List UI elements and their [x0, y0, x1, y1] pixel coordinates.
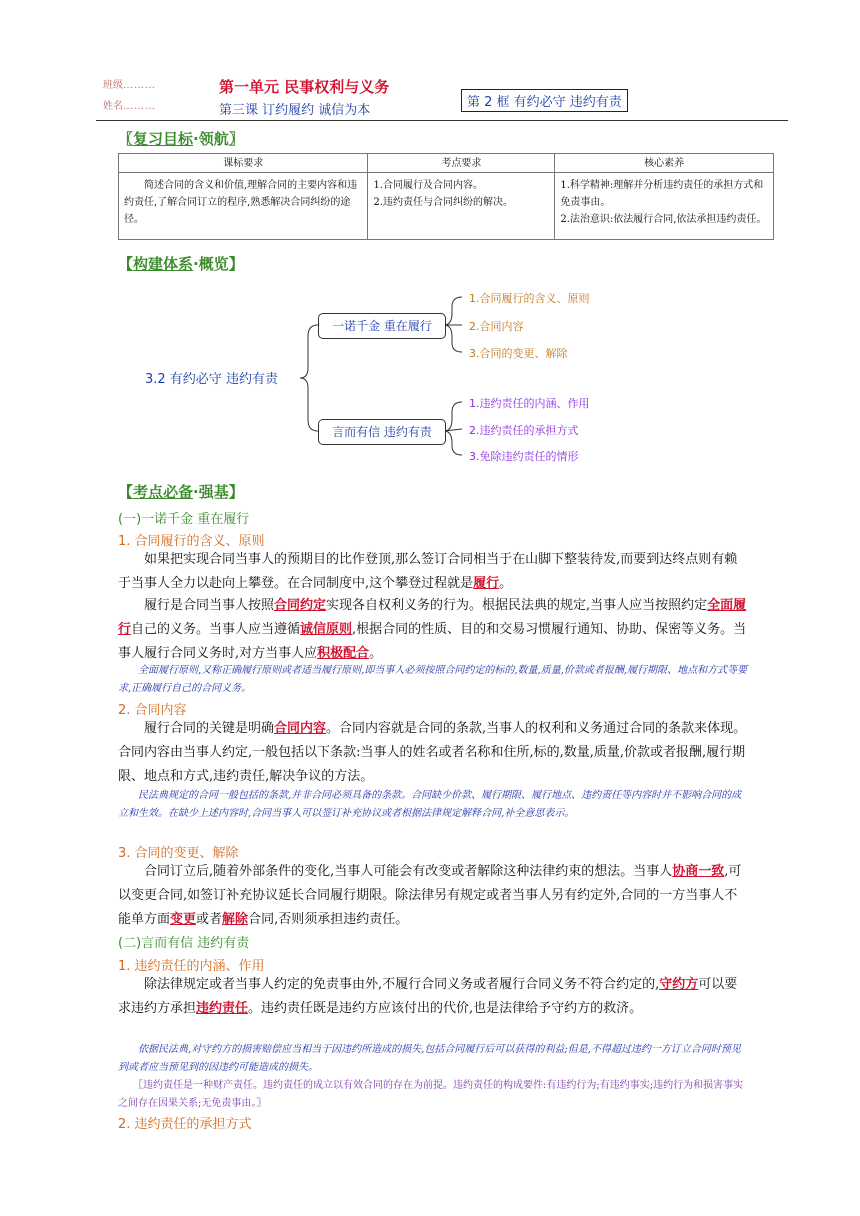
- class-label: 班级: [103, 80, 123, 91]
- paragraph-1b: [118, 594, 748, 666]
- keyword: 合同内容: [274, 721, 327, 736]
- point-heading: 1. 合同履行的含义、原则: [118, 534, 265, 549]
- review-table-row: [119, 173, 774, 240]
- text: ,可以变更合同,如签订补充协议延长合同履行期限。除法律另有规定或者当事人另有约定外,合同的一方当事人不能单方面: [118, 864, 742, 927]
- keyword: 守约方: [659, 977, 699, 992]
- text: 可以要求违约方承担: [118, 977, 738, 1016]
- review-heading-pre: 〖: [118, 130, 134, 148]
- keyword: 积极配合: [317, 646, 370, 661]
- class-field: [103, 76, 156, 91]
- header-divider: [96, 120, 788, 121]
- point-heading: 1. 违约责任的内涵、作用: [118, 959, 265, 974]
- text: 履行合同的关键是明确: [144, 721, 275, 736]
- class-blank: ………: [123, 80, 156, 91]
- point-heading: 2. 违约责任的承担方式: [118, 1117, 252, 1132]
- keyword: 诚信原则: [300, 622, 353, 637]
- points-heading-pre: 【: [118, 483, 134, 501]
- name-blank: ………: [123, 101, 156, 112]
- point-heading: 2. 合同内容: [118, 703, 187, 718]
- text: 。: [369, 646, 383, 661]
- review-heading-post: ·领航〗: [193, 130, 244, 148]
- text: 。合同内容就是合同的条款,当事人的权利和义务通过合同的条款来体现。合同内容由当事人约定,一般包括以下条款:当事人的姓名或者名称和住所,标的,数量,质量,价款或者报酬,履行期限、地点和方式,违约责任,解决争议的方法。: [118, 721, 747, 784]
- review-heading: [118, 128, 244, 149]
- text: 自己的义务。当事人应当遵循: [131, 622, 301, 637]
- keyword: 履行: [473, 576, 500, 591]
- name-field: [103, 97, 156, 112]
- unit-title: 第一单元 民事权利与义务: [219, 78, 390, 96]
- point-heading: 3. 合同的变更、解除: [118, 846, 239, 861]
- col-header: 核心素养: [555, 154, 774, 173]
- part-two-heading: (二)言而有信 违约有责: [118, 936, 250, 951]
- text: 或者: [196, 912, 223, 927]
- table-cell: 1.合同履行及合同内容。 2.违约责任与合同纠纷的解决。: [368, 173, 555, 240]
- part-one-heading: (一)一诺千金 重在履行: [118, 512, 250, 527]
- text: 实现各自权利义务的行为。根据民法典的规定,当事人应当按照约定: [326, 598, 708, 613]
- mind-map-branch: 一诺千金 重在履行: [318, 313, 446, 339]
- paragraph-2: [118, 717, 748, 789]
- mind-map-root: 3.2 有约必守 违约有责: [145, 372, 278, 387]
- points-heading: [118, 481, 244, 502]
- keyword: 协商一致: [672, 864, 725, 879]
- text: 履行是合同当事人按照: [144, 598, 275, 613]
- points-heading-post: ·强基】: [193, 483, 244, 501]
- system-heading: [118, 253, 244, 274]
- mind-map-leaf: 1.合同履行的含义、原则: [469, 292, 590, 305]
- text: 如果把实现合同当事人的预期目的比作登顶,那么签订合同相当于在山脚下整装待发,而要到达终点则有赖于当事人全力以赴向上攀登。在合同制度中,这个攀登过程就是: [118, 552, 738, 591]
- col-header: 考点要求: [368, 154, 555, 173]
- paragraph-4: [118, 973, 748, 1021]
- paragraph-3: [118, 860, 748, 932]
- note-1: 全面履行原则,又称正确履行原则或者适当履行原则,即当事人必须按照合同约定的标的,数量,质量,价款或者报酬,履行期限、地点和方式等要求,正确履行自己的合同义务。: [118, 665, 748, 694]
- lesson-title: 第三课 订约履约 诚信为本: [219, 103, 371, 118]
- text: 除法律规定或者当事人约定的免责事由外,不履行合同义务或者履行合同义务不符合约定的,: [144, 977, 660, 992]
- frame-title-box: 第 2 框 有约必守 违约有责: [461, 89, 628, 112]
- review-table-header: [119, 154, 774, 173]
- text: ,根据合同的性质、目的和交易习惯履行通知、协助、保密等义务。当事人履行合同义务时,对方当事人应: [118, 622, 747, 661]
- text: 合同,否则须承担违约责任。: [248, 912, 409, 927]
- table-cell: 1.科学精神:理解并分析违约责任的承担方式和免责事由。 2.法治意识:依法履行合同,依法承担违约责任。: [555, 173, 774, 240]
- mind-map-leaf: 3.合同的变更、解除: [469, 347, 568, 360]
- name-label: 姓名: [103, 101, 123, 112]
- note-3: 依据民法典,对守约方的损害赔偿应当相当于因违约所造成的损失,包括合同履行后可以获得的利益;但是,不得超过违约一方订立合同时预见到或者应当预见到的因违约可能造成的损失。: [118, 1044, 741, 1073]
- system-heading-post: ·概览】: [193, 255, 244, 273]
- review-table: [118, 153, 774, 240]
- mind-map-leaf: 1.违约责任的内涵、作用: [469, 397, 590, 410]
- table-cell: 简述合同的含义和价值,理解合同的主要内容和违约责任,了解合同订立的程序,熟悉解决合同纠纷的途径。: [119, 173, 368, 240]
- keyword: 变更: [170, 912, 197, 927]
- note-4: 〖违约责任是一种财产责任。违约责任的成立以有效合同的存在为前提。违约责任的构成要件:有违约行为;有违约事实;违约行为和损害事实之间存在因果关系;无免责事由。〗: [118, 1080, 744, 1109]
- mind-map-branch: 言而有信 违约有责: [318, 419, 446, 445]
- text: 。违约责任既是违约方应该付出的代价,也是法律给予守约方的救济。: [248, 1001, 643, 1016]
- review-heading-main: 复习目标: [133, 130, 194, 148]
- mind-map-leaf: 2.合同内容: [469, 320, 524, 333]
- paragraph-1a: [118, 548, 748, 596]
- system-heading-main: 构建体系: [133, 255, 194, 273]
- keyword: 违约责任: [196, 1001, 249, 1016]
- mind-map-leaf: 2.违约责任的承担方式: [469, 424, 579, 437]
- note-2: 民法典规定的合同一般包括的条款,并非合同必须具备的条款。合同缺少价款、履行期限、履行地点、违约责任等内容时并不影响合同的成立和生效。在缺少上述内容时,合同当事人可以签订补充协议或者根据法律规定解释合同,补全意思表示。: [118, 790, 742, 819]
- keyword: 全面履行: [118, 598, 747, 637]
- keyword: 合同约定: [274, 598, 327, 613]
- system-heading-pre: 【: [118, 255, 134, 273]
- text: 。: [499, 576, 513, 591]
- col-header: 课标要求: [119, 154, 368, 173]
- points-heading-main: 考点必备: [133, 483, 194, 501]
- keyword: 解除: [222, 912, 249, 927]
- mind-map-leaf: 3.免除违约责任的情形: [469, 450, 579, 463]
- text: 合同订立后,随着外部条件的变化,当事人可能会有改变或者解除这种法律约束的想法。当事人: [144, 864, 673, 879]
